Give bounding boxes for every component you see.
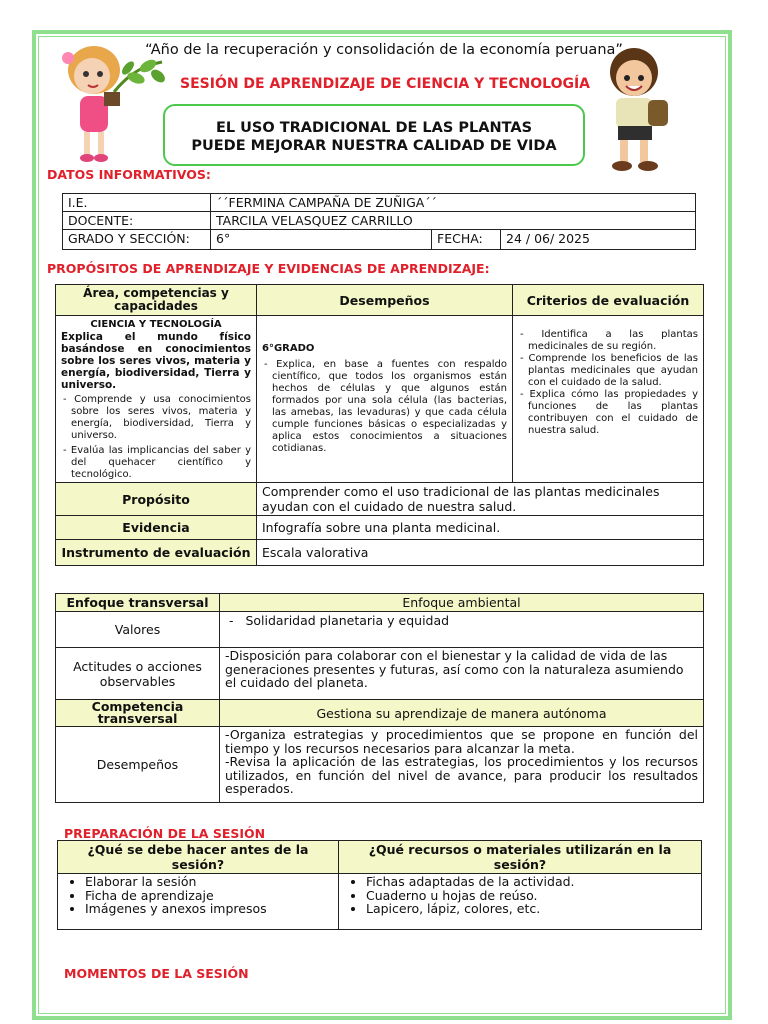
antes-item: • Elaborar la sesión	[85, 875, 333, 889]
criterio-item: - Explica cómo las propiedades y funciones de las plantas contribuyen con el cuidado de nuestra salud.	[528, 389, 698, 437]
desempenos-transversal-cell	[220, 727, 704, 803]
desempeno-transversal-2: -Revisa la aplicación de las estrategias, los procedimientos y los recursos utilizados, en función del nivel de avance, para producir los resultados esperados.	[225, 754, 698, 796]
preparacion-heading: PREPARACIÓN DE LA SESIÓN	[64, 826, 266, 841]
proposito-value: Comprender como el uso tradicional de las plantas medicinales ayudan con el cuidado de nuestra salud.	[257, 483, 704, 516]
area-cell	[56, 316, 257, 483]
col-recursos-header: ¿Qué recursos o materiales utilizarán en la sesión?	[339, 841, 702, 874]
session-title: SESIÓN DE APRENDIZAJE DE CIENCIA Y TECNOLOGÍA	[180, 76, 590, 92]
recursos-cell	[339, 874, 702, 930]
desempeno-cell	[257, 316, 513, 483]
grado-text: 6°GRADO	[262, 343, 315, 354]
propositos-table	[55, 284, 704, 566]
ie-value: ´´FERMINA CAMPAÑA DE ZUÑIGA´´	[211, 194, 696, 212]
capacidades-list	[61, 394, 251, 481]
topic-title-line1: EL USO TRADICIONAL DE LAS PLANTAS	[215, 120, 533, 136]
enfoque-table	[55, 593, 704, 803]
desempenos-transversal-label: Desempeños	[56, 727, 220, 803]
actitudes-value: -Disposición para colaborar con el bienestar y la calidad de vida de las generaciones presentes y futuras, así como con la naturaleza asumiendo el cuidado del planeta.	[220, 648, 704, 700]
fecha-value: 24 / 06/ 2025	[501, 230, 696, 250]
propositos-heading: PROPÓSITOS DE APRENDIZAJE Y EVIDENCIAS DE APRENDIZAJE:	[47, 261, 490, 276]
topic-title-box	[163, 104, 585, 166]
momentos-heading: MOMENTOS DE LA SESIÓN	[64, 966, 249, 981]
recurso-item: • Fichas adaptadas de la actividad.	[366, 875, 696, 889]
criterios-list	[518, 329, 698, 437]
docente-label: DOCENTE:	[63, 212, 211, 230]
instrumento-label: Instrumento de evaluación	[56, 540, 257, 566]
valores-label: Valores	[56, 612, 220, 648]
capacidad-item: - Evalúa las implicancias del saber y del quehacer científico y tecnológico.	[71, 445, 251, 481]
recursos-list	[344, 875, 696, 916]
datos-table	[62, 193, 696, 250]
preparacion-table	[57, 840, 702, 930]
criterio-item: - Identifica a las plantas medicinales de su región.	[528, 329, 698, 353]
topic-title-line2: PUEDE MEJORAR NUESTRA CALIDAD DE VIDA	[191, 138, 557, 154]
evidencia-label: Evidencia	[56, 516, 257, 540]
year-title: “Año de la recuperación y consolidación de la economía peruana”	[145, 42, 623, 58]
competencia-text: Explica el mundo físico basándose en conocimientos sobre los seres vivos, materia y energía, biodiversidad, Tierra y universo.	[61, 331, 251, 391]
competencia-transversal-value: Gestiona su aprendizaje de manera autónoma	[220, 700, 704, 727]
col-desempenos-header: Desempeños	[257, 285, 513, 316]
enfoque-value: Enfoque ambiental	[220, 594, 704, 612]
girl-with-plant-illustration	[52, 40, 170, 168]
antes-item: • Imágenes y anexos impresos	[85, 902, 333, 916]
capacidad-item: - Comprende y usa conocimientos sobre los seres vivos, materia y energía, biodiversidad, Tierra y universo.	[71, 394, 251, 442]
boy-explorer-illustration	[582, 42, 682, 178]
competencia-transversal-label: Competencia transversal	[56, 700, 220, 727]
recurso-item: • Cuaderno u hojas de reúso.	[366, 889, 696, 903]
col-criterios-header: Criterios de evaluación	[513, 285, 704, 316]
recurso-item: • Lapicero, lápiz, colores, etc.	[366, 902, 696, 916]
evidencia-value: Infografía sobre una planta medicinal.	[257, 516, 704, 540]
actitudes-label: Actitudes o acciones observables	[56, 648, 220, 700]
fecha-label: FECHA:	[432, 230, 501, 250]
col-area-header: Área, competencias y capacidades	[56, 285, 257, 316]
col-antes-header: ¿Qué se debe hacer antes de la sesión?	[58, 841, 339, 874]
desempeno-item: - Explica, en base a fuentes con respaldo científico, que todos los organismos están hechos de células y que algunos están formados por una sola célula (las bacterias, las amebas, las levaduras) y que cada célula cumple funciones básicas o especializadas y aplica estos conocimientos a situaciones cotidianas.	[272, 359, 507, 455]
ie-label: I.E.	[63, 194, 211, 212]
desempeno-list	[262, 359, 507, 455]
antes-list	[63, 875, 333, 916]
valores-value: Solidaridad planetaria y equidad	[245, 613, 450, 628]
grado-value: 6°	[211, 230, 432, 250]
antes-cell	[58, 874, 339, 930]
valores-cell: - Solidaridad planetaria y equidad	[220, 612, 704, 648]
instrumento-value: Escala valorativa	[257, 540, 704, 566]
antes-item: • Ficha de aprendizaje	[85, 889, 333, 903]
docente-value: TARCILA VELASQUEZ CARRILLO	[211, 212, 696, 230]
criterio-item: - Comprende los beneficios de las plantas medicinales que ayudan con el cuidado de la salud.	[528, 353, 698, 389]
area-title: CIENCIA Y TECNOLOGÍA	[90, 319, 222, 330]
datos-heading: DATOS INFORMATIVOS:	[47, 167, 211, 182]
proposito-label: Propósito	[56, 483, 257, 516]
grado-label: GRADO Y SECCIÓN:	[63, 230, 211, 250]
criterios-cell	[513, 316, 704, 483]
enfoque-label: Enfoque transversal	[56, 594, 220, 612]
desempeno-transversal-1: -Organiza estrategias y procedimientos que se propone en función del tiempo y los recursos necesarios para alcanzar la meta.	[225, 727, 698, 756]
